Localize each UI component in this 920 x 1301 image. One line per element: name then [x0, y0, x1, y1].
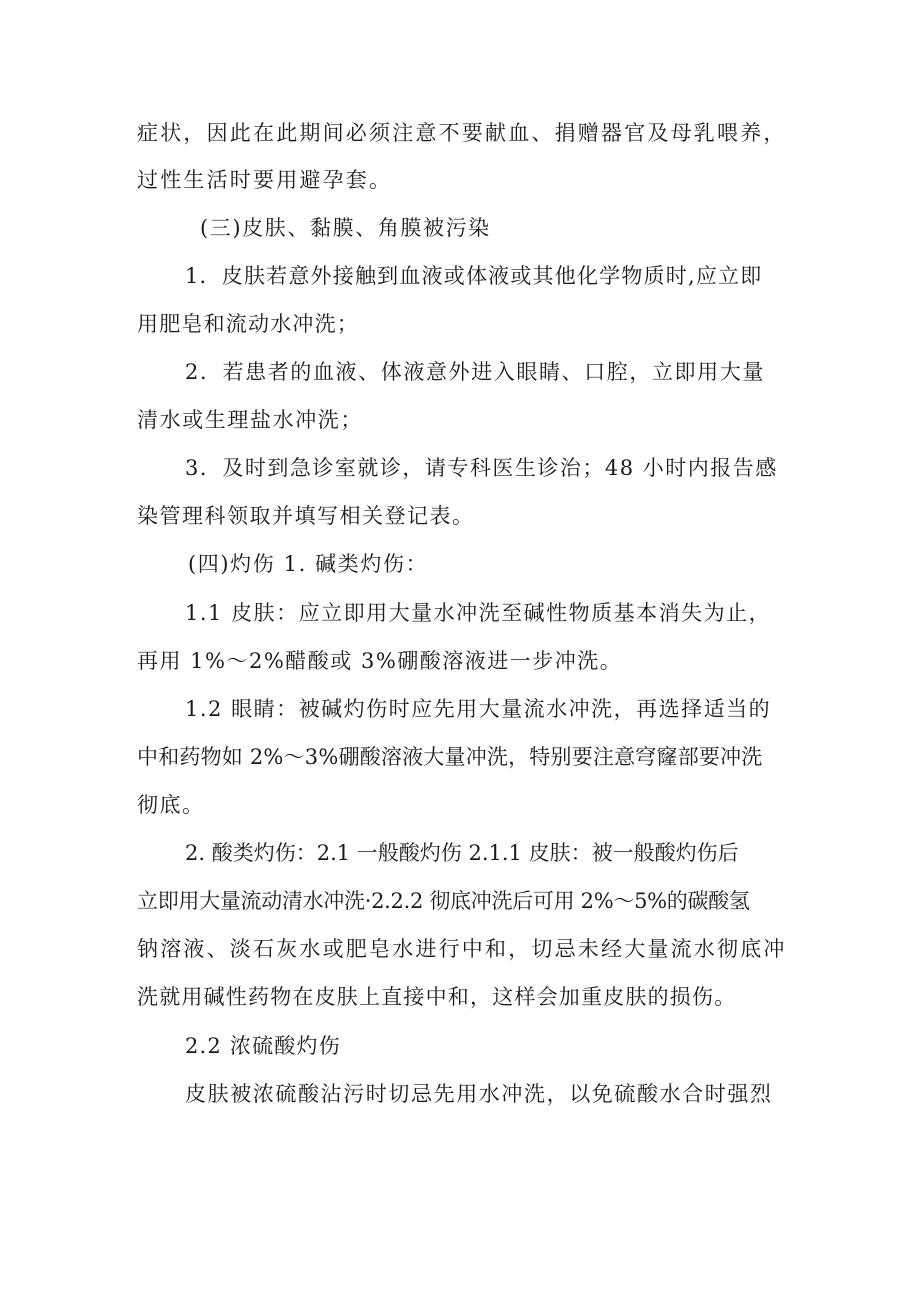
- text-line-12: 再用 1%～2%醋酸或 3%硼酸溶液进一步冲洗。: [137, 649, 623, 673]
- text-line-5: 用肥皂和流动水冲洗；: [137, 312, 359, 336]
- text-line-18: 钠溶液、淡石灰水或肥皂水进行中和，切忌未经大量流水彻底冲: [137, 937, 787, 961]
- text-line-8: 3．及时到急诊室就诊，请专科医生诊治；48 小时内报告感: [185, 456, 778, 480]
- text-line-15: 彻底。: [137, 793, 205, 817]
- section-heading-3: (三)皮肤、黏膜、角膜被污染: [200, 216, 491, 240]
- text-line-6: 2．若患者的血液、体液意外进入眼睛、口腔，立即用大量: [185, 360, 765, 384]
- text-line-21: 皮肤被浓硫酸沾污时切忌先用水冲洗，以免硫酸水合时强烈: [185, 1082, 773, 1106]
- text-line-13: 1.2 眼睛：被碱灼伤时应先用大量流水冲洗，再选择适当的: [185, 697, 772, 721]
- text-line-4: 1．皮肤若意外接触到血液或体液或其他化学物质时,应立即: [185, 264, 763, 288]
- text-line-14: 中和药物如 2%～3%硼酸溶液大量冲洗，特别要注意穹窿部要冲洗: [137, 745, 763, 769]
- section-heading-4: (四)灼伤 1. 碱类灼伤：: [188, 552, 429, 576]
- text-line-9: 染管理科领取并填写相关登记表。: [137, 504, 475, 528]
- section-heading-2-2: 2.2 浓硫酸灼伤: [185, 1034, 341, 1058]
- text-line-16: 2. 酸类灼伤：2.1 一般酸灼伤 2.1.1 皮肤：被一般酸灼伤后: [185, 841, 739, 865]
- text-line-19: 洗就用碱性药物在皮肤上直接中和，这样会加重皮肤的损伤。: [137, 985, 737, 1009]
- text-line-2: 过性生活时要用避孕套。: [137, 168, 393, 192]
- text-line-11: 1.1 皮肤：应立即用大量水冲洗至碱性物质基本消失为止，: [185, 601, 772, 625]
- text-line-7: 清水或生理盐水冲洗；: [137, 408, 363, 432]
- text-line-17: 立即用大量流动清水冲洗·2.2.2 彻底冲洗后可用 2%～5%的碳酸氢: [137, 889, 750, 913]
- text-line-1: 症状，因此在此期间必须注意不要献血、捐赠器官及母乳喂养，: [137, 121, 787, 145]
